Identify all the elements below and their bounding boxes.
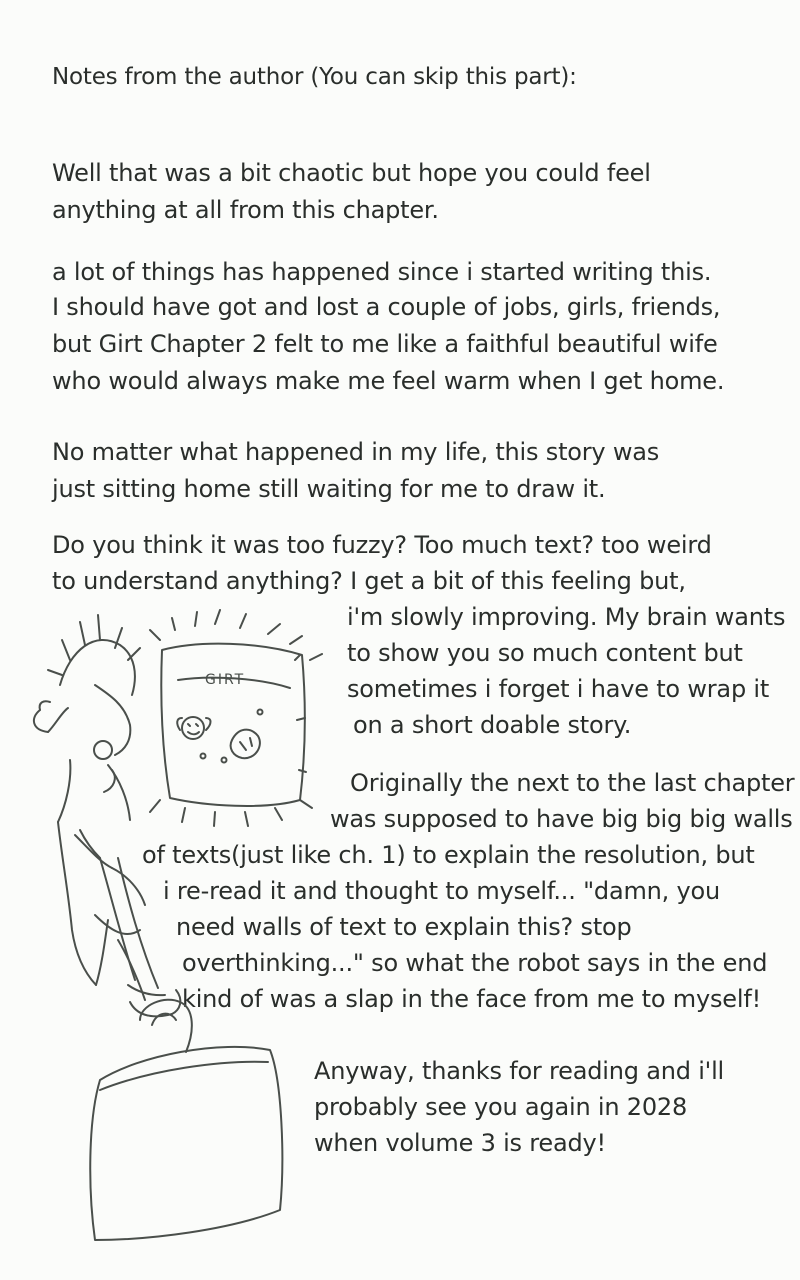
- paragraph-4-line-2: to understand anything? I get a bit of this feeling but,: [52, 567, 686, 595]
- paragraph-4-line-4: to show you so much content but: [347, 639, 743, 667]
- paragraph-2-line-1: a lot of things has happened since i started writing this.: [52, 258, 712, 286]
- paragraph-2-line-3: but Girt Chapter 2 felt to me like a faithful beautiful wife: [52, 330, 718, 358]
- paragraph-4-line-1: Do you think it was too fuzzy? Too much text? too weird: [52, 531, 712, 559]
- paragraph-5-line-3: of texts(just like ch. 1) to explain the resolution, but: [142, 841, 755, 869]
- arm-sketch: [80, 830, 180, 1016]
- tablet-label: GIRT: [205, 672, 246, 688]
- paragraph-4-line-5: sometimes i forget i have to wrap it: [347, 675, 770, 703]
- paragraph-5-line-6: overthinking..." so what the robot says in the end: [182, 949, 768, 977]
- paragraph-5-line-4: i re-read it and thought to myself... "damn, you: [163, 877, 721, 905]
- paragraph-6-line-2: probably see you again in 2028: [314, 1093, 688, 1121]
- paragraph-4-line-3: i'm slowly improving. My brain wants: [347, 603, 786, 631]
- tablet-sketch: [150, 610, 322, 826]
- paragraph-4-line-6: on a short doable story.: [353, 711, 632, 739]
- paragraph-6-line-3: when volume 3 is ready!: [314, 1129, 606, 1157]
- sketch-illustration: [0, 600, 360, 1260]
- page-title: Notes from the author (You can skip this part):: [52, 64, 577, 90]
- paragraph-6-line-1: Anyway, thanks for reading and i'll: [314, 1057, 725, 1085]
- paragraph-5-line-2: was supposed to have big big big walls: [330, 805, 793, 833]
- paragraph-2-line-4: who would always make me feel warm when I get home.: [52, 367, 725, 395]
- paragraph-2-line-2: I should have got and lost a couple of jobs, girls, friends,: [52, 293, 721, 321]
- paragraph-3-line-1: No matter what happened in my life, this story was: [52, 438, 660, 466]
- paragraph-3-line-2: just sitting home still waiting for me to draw it.: [52, 475, 606, 503]
- paragraph-5-line-7: kind of was a slap in the face from me to myself!: [182, 985, 761, 1013]
- paragraph-1-line-2: anything at all from this chapter.: [52, 196, 439, 224]
- suitcase-sketch: [90, 1000, 282, 1240]
- paragraph-1-line-1: Well that was a bit chaotic but hope you could feel: [52, 159, 651, 187]
- body-sketch: [58, 760, 145, 1000]
- paragraph-5-line-5: need walls of text to explain this? stop: [176, 913, 632, 941]
- hair-sketch: [48, 615, 140, 695]
- paragraph-5-line-1: Originally the next to the last chapter: [350, 769, 795, 797]
